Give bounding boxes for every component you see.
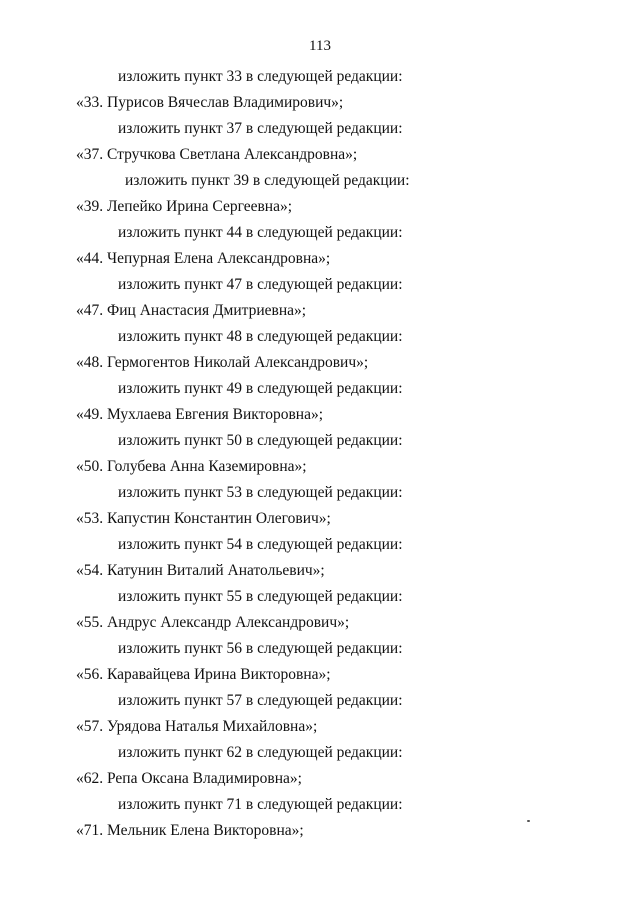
entry-line: «62. Репа Оксана Владимировна»; <box>76 770 302 787</box>
instruction-line: изложить пункт 48 в следующей редакции: <box>118 328 403 345</box>
entry-line: «55. Андрус Александр Александрович»; <box>76 614 350 631</box>
entry-line: «47. Фиц Анастасия Дмитриевна»; <box>76 302 307 319</box>
instruction-line: изложить пункт 54 в следующей редакции: <box>118 536 403 553</box>
entry-line: «48. Гермогентов Николай Александрович»; <box>76 354 369 371</box>
page-number: 113 <box>309 38 331 54</box>
instruction-line: изложить пункт 44 в следующей редакции: <box>118 224 403 241</box>
entry-line: «50. Голубева Анна Каземировна»; <box>76 458 307 475</box>
entry-line: «54. Катунин Виталий Анатольевич»; <box>76 562 325 579</box>
scan-speck <box>527 820 530 822</box>
instruction-line: изложить пункт 47 в следующей редакции: <box>118 276 403 293</box>
entry-line: «57. Урядова Наталья Михайловна»; <box>76 718 318 735</box>
entry-line: «37. Стручкова Светлана Александровна»; <box>76 146 358 163</box>
instruction-line: изложить пункт 62 в следующей редакции: <box>118 744 403 761</box>
instruction-line: изложить пункт 71 в следующей редакции: <box>118 796 403 813</box>
instruction-line: изложить пункт 53 в следующей редакции: <box>118 484 403 501</box>
instruction-line: изложить пункт 55 в следующей редакции: <box>118 588 403 605</box>
entry-line: «44. Чепурная Елена Александровна»; <box>76 250 331 267</box>
instruction-line: изложить пункт 50 в следующей редакции: <box>118 432 403 449</box>
entry-line: «49. Мухлаева Евгения Викторовна»; <box>76 406 324 423</box>
instruction-line: изложить пункт 57 в следующей редакции: <box>118 692 403 709</box>
entry-line: «56. Каравайцева Ирина Викторовна»; <box>76 666 331 683</box>
instruction-line: изложить пункт 39 в следующей редакции: <box>125 172 410 189</box>
entry-line: «71. Мельник Елена Викторовна»; <box>76 822 304 839</box>
instruction-line: изложить пункт 49 в следующей редакции: <box>118 380 403 397</box>
entry-line: «53. Капустин Константин Олегович»; <box>76 510 331 527</box>
instruction-line: изложить пункт 56 в следующей редакции: <box>118 640 403 657</box>
entry-line: «39. Лепейко Ирина Сергеевна»; <box>76 198 293 215</box>
amendment-list <box>0 64 640 844</box>
entry-line: «33. Пурисов Вячеслав Владимирович»; <box>76 94 344 111</box>
instruction-line: изложить пункт 33 в следующей редакции: <box>118 68 403 85</box>
instruction-line: изложить пункт 37 в следующей редакции: <box>118 120 403 137</box>
